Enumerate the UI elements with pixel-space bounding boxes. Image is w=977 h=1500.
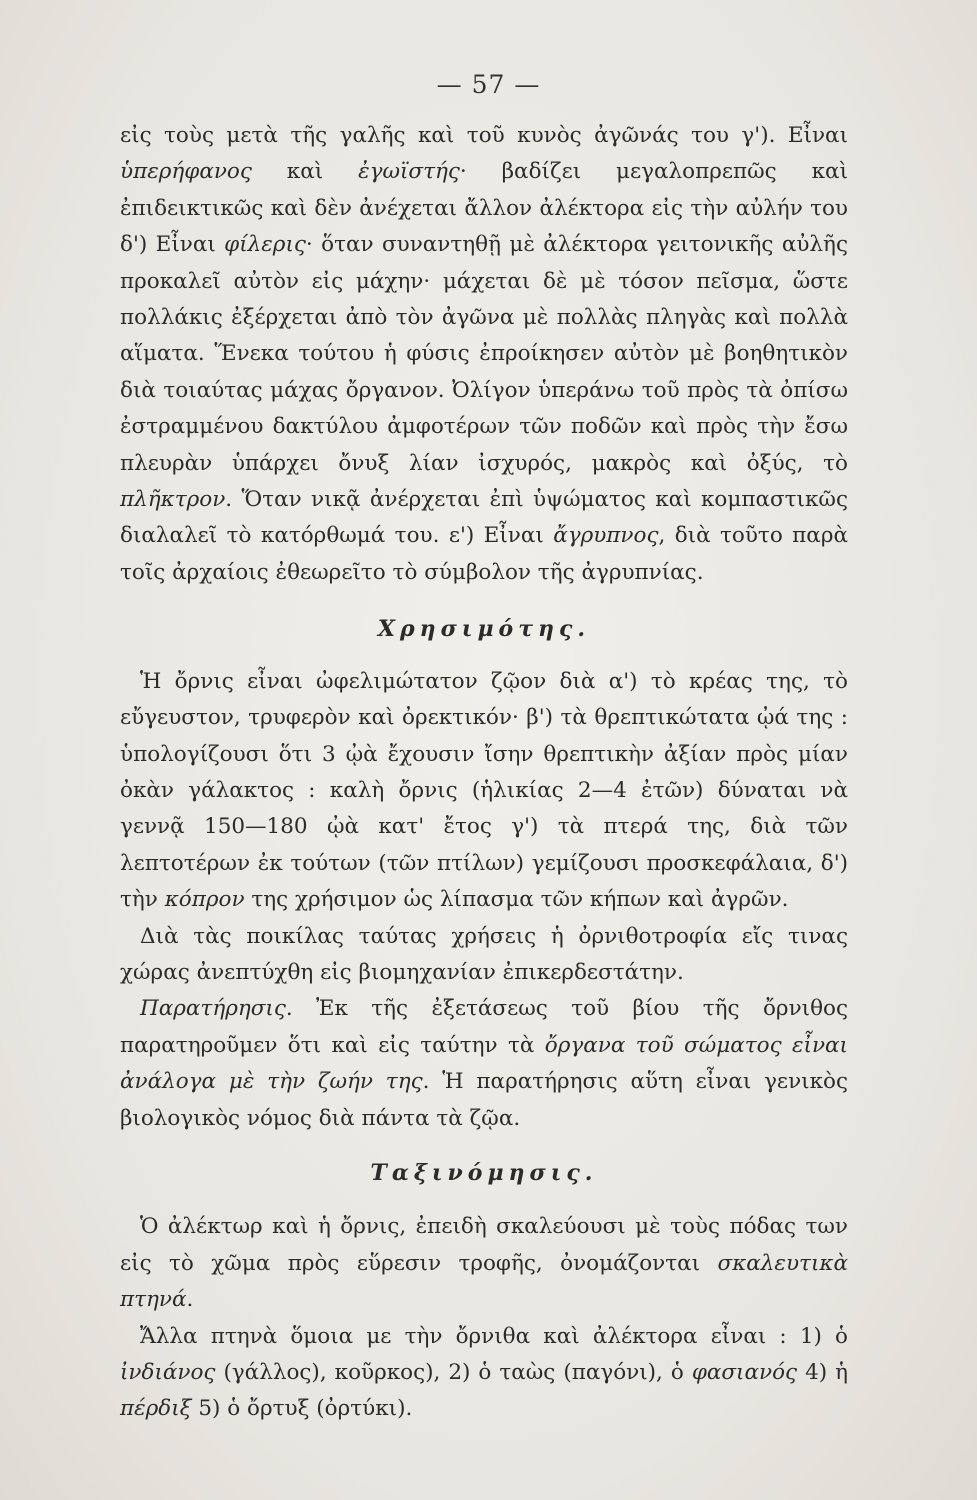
emphasis-term: σκαλευτικὰ πτηνά	[120, 1250, 848, 1313]
text-segment: καὶ	[251, 159, 359, 185]
emphasis-term: ὑπερήφανος	[120, 159, 252, 185]
text-segment: εἰς τοὺς μετὰ τῆς γαλῆς καὶ τοῦ κυνὸς ἀγῶνάς του γ'). Εἶναι	[120, 123, 848, 148]
text-segment: .	[186, 1287, 194, 1313]
paragraph-rooster-traits	[120, 118, 848, 591]
text-segment: της χρήσιμον ὡς λίπασμα τῶν κήπων καὶ ἀγρῶν.	[244, 887, 789, 913]
page-number: — 57 —	[436, 70, 541, 99]
paragraph-observation	[120, 991, 848, 1137]
text-segment: Ἄλλα πτηνὰ ὅμοια με τὴν ὄρνιθα καὶ ἀλέκτορα εἶναι : 1) ὁ	[140, 1323, 848, 1349]
emphasis-term: ἄγρυπνος	[553, 523, 659, 549]
paragraph-usefulness	[120, 664, 848, 919]
emphasis-term: ἰνδιάνος	[120, 1360, 216, 1385]
paragraph-poultry-industry: Διὰ τὰς ποικίλας ταύτας χρήσεις ἡ ὀρνιθοτροφία εἴς τινας χώρας ἀνεπτύχθη εἰς βιομηχανίαν ἐπικερδεστάτην.	[120, 923, 848, 985]
emphasis-term: πέρδιξ	[120, 1396, 192, 1422]
text-segment: Ἡ ὄρνις εἶναι ὠφελιμώτατον ζῷον διὰ α') τὸ κρέας της, τὸ εὔγευστον, τρυφερὸν καὶ ὀρεκτικόν· β') τὰ θρεπτικώτατα ᾠά της : ὑπολογίζουσι ὅτι 3 ᾠὰ ἔχουσιν ἴσην θρεπτικὴν ἀξίαν πρὸς μίαν ὀκὰν γάλακτος : καλὴ ὄρνις (ἡλικίας 2—4 ἐτῶν) δύναται νὰ γεννᾷ 150—180 ᾠὰ κατ' ἔτος γ') τὰ πτερά της, διὰ τῶν λεπτοτέρων ἐκ τούτων (τῶν πτίλων) γεμίζουσι προσκεφάλαια, δ') τὴν	[120, 668, 848, 913]
text-segment: . Ἡ παρατήρησις αὕτη εἶναι γενικὸς βιολογικὸς νόμος διὰ πάντα τὰ ζῷα.	[120, 1069, 848, 1131]
text-segment: (γάλλος), κοῦρκος), 2) ὁ ταὼς (παγόνι), ὁ	[215, 1360, 692, 1385]
emphasis-term: Παρατήρησις	[140, 996, 286, 1022]
emphasis-term: φίλερις	[224, 232, 306, 258]
text-segment: , διὰ τοῦτο παρὰ τοῖς ἀρχαίοις ἐθεωρεῖτο τὸ σύμβολον τῆς ἀγρυπνίας.	[120, 523, 848, 585]
emphasis-term: ὄργανα τοῦ σώματος εἶναι ἀνάλογα μὲ τὴν ζωήν της	[120, 1032, 848, 1095]
text-segment: · ὅταν συναντηθῇ μὲ ἀλέκτορα γειτονικῆς αὐλῆς προκαλεῖ αὐτὸν εἰς μάχην· μάχεται δὲ μὲ τόσον πεῖσμα, ὥστε πολλάκις ἐξέρχεται ἀπὸ τὸν ἀγῶνα μὲ πολλὰς πληγὰς καὶ πολλὰ αἵματα. Ἕνεκα τούτου ἡ φύσις ἐπροίκησεν αὐτὸν μὲ βοηθητικὸν διὰ τοιαύτας μάχας ὄργανον. Ὀλίγον ὑπεράνω τοῦ πρὸς τὰ ὀπίσω ἐστραμμένου δακτύλου ἀμφοτέρων τῶν ποδῶν καὶ πρὸς τὴν ἔσω πλευρὰν ὑπάρχει ὄνυξ λίαν ἰσχυρός, μακρὸς καὶ ὀξύς, τὸ	[120, 232, 848, 476]
emphasis-term: ἐγωϊστής	[358, 159, 460, 185]
text-segment: · βαδίζει μεγαλοπρεπῶς καὶ ἐπιδεικτικῶς καὶ δὲν ἀνέχεται ἄλλον ἀλέκτορα εἰς τὴν αὐλήν του δ') Εἶναι	[120, 159, 848, 258]
emphasis-term: κόπρον	[164, 887, 245, 913]
emphasis-term: φασιανός	[691, 1360, 798, 1385]
text-segment: 5) ὁ ὄρτυξ (ὀρτύκι).	[191, 1396, 413, 1422]
paragraph-similar-birds	[120, 1319, 848, 1428]
text-segment: . Ὅταν νικᾷ ἀνέρχεται ἐπὶ ὑψώματος καὶ κομπαστικῶς διαλαλεῖ τὸ κατόρθωμά του. ε') Εἶναι	[120, 487, 848, 549]
paragraph-classification	[120, 1209, 848, 1318]
section-heading-classification: Ταξινόμησις.	[370, 1159, 598, 1186]
emphasis-term: πλῆκτρον	[120, 487, 226, 513]
section-heading-usefulness: Χρησιμότης.	[377, 616, 591, 643]
text-segment: 4) ἡ	[797, 1360, 849, 1385]
body-text	[120, 118, 848, 1428]
text-segment: . Ἐκ τῆς ἐξετάσεως τοῦ βίου τῆς ὄρνιθος παρατηροῦμεν ὅτι καὶ εἰς ταύτην τὰ	[120, 996, 848, 1058]
text-segment: Ὁ ἀλέκτωρ καὶ ἡ ὄρνις, ἐπειδὴ σκαλεύουσι μὲ τοὺς πόδας των εἰς τὸ χῶμα πρὸς εὕρεσιν τροφῆς, ὀνομάζονται	[120, 1214, 848, 1276]
